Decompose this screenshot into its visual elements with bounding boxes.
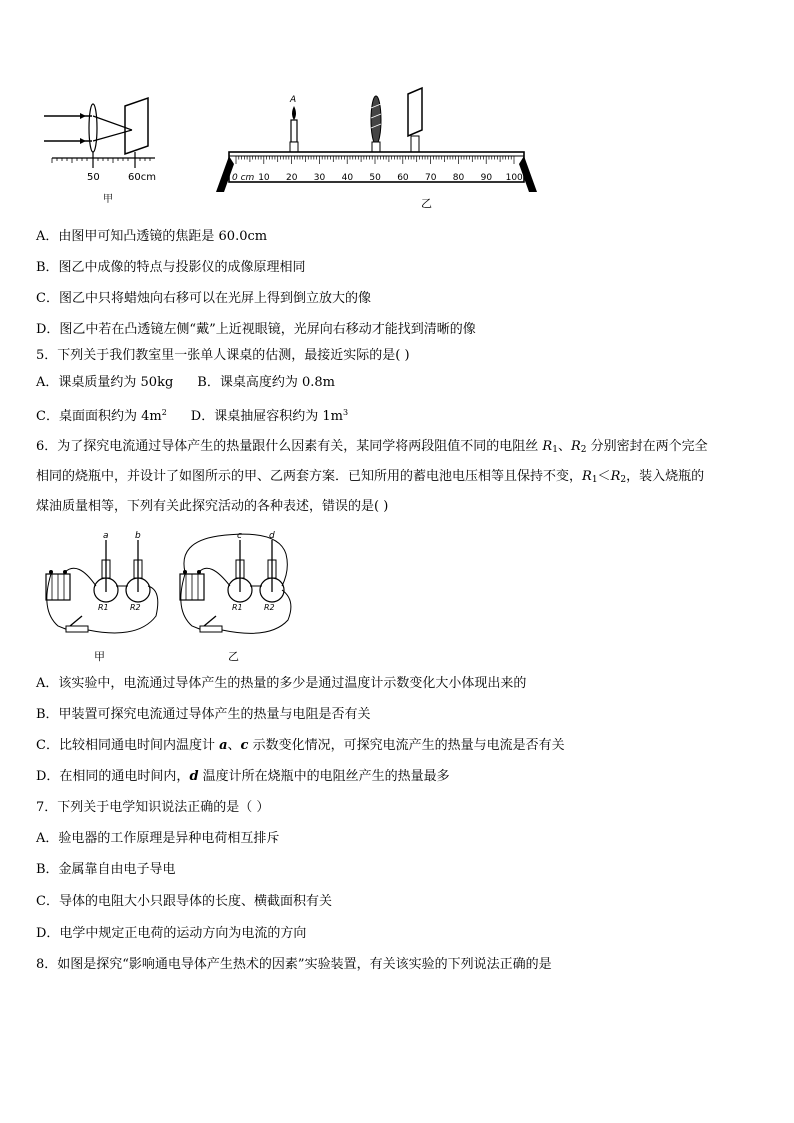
q4-option-c: C．图乙中只将蜡烛向右移可以在光屏上得到倒立放大的像: [36, 291, 371, 306]
circuit-caption-yi: 乙: [228, 650, 239, 663]
circuit-yi: [180, 531, 291, 663]
thermo-c-label: c: [237, 531, 242, 541]
bench-tick-label: 50: [369, 173, 381, 183]
r2-label-yi: R2: [264, 603, 275, 612]
q6-option-a: A．该实验中，电流通过导体产生的热量的多少是通过温度计示数变化大小体现出来的: [36, 676, 527, 691]
q6-option-d: D．在相同的通电时间内，d 温度计所在烧瓶中的电阻丝产生的热量最多: [36, 769, 450, 784]
jia-label-60: 60cm: [128, 172, 156, 183]
q8-stem: 8．如图是探究“影响通电导体产生热术的因素”实验装置，有关该实验的下列说法正确的是: [36, 957, 552, 972]
q6-stem-line3: 煤油质量相等，下列有关此探究活动的各种表述，错误的是( ): [36, 499, 389, 514]
jia-caption: 甲: [103, 194, 113, 205]
q4-option-a: A．由图甲可知凸透镜的焦距是 60.0cm: [36, 229, 268, 244]
candle-label: A: [290, 95, 297, 105]
thermo-b-label: b: [135, 531, 141, 541]
q5-stem: 5．下列关于我们教室里一张单人课桌的估测，最接近实际的是( ): [36, 348, 410, 363]
yi-caption: 乙: [421, 197, 432, 210]
q6-option-c: C．比较相同通电时间内温度计 a、c 示数变化情况，可探究电流产生的热量与电流是否有关: [36, 738, 565, 753]
q6-option-b: B．甲装置可探究电流通过导体产生的热量与电阻是否有关: [36, 707, 371, 722]
q5-options-cd: [36, 405, 348, 425]
r2-label-jia: R2: [130, 603, 141, 612]
circuit-jia: [46, 531, 158, 663]
q7-option-d: D．电学中规定正电荷的运动方向为电流的方向: [36, 926, 307, 941]
q5-option-a: A．课桌质量约为 50kg: [36, 375, 174, 390]
figure-lens-jia: [40, 96, 170, 206]
bench-tick-label: 70: [425, 173, 437, 183]
q5-option-b: B．课桌高度约为 0.8m: [197, 375, 335, 390]
thermo-a-label: a: [103, 531, 109, 541]
bench-tick-label: 100: [505, 173, 523, 183]
bench-tick-label: 10: [258, 173, 270, 183]
q6-stem-line2: 相同的烧瓶中，并设计了如图所示的甲、乙两套方案．已知所用的蓄电池电压相等且保持不变，$R_1<R_2$，装入烧瓶的: [36, 469, 705, 485]
bench-tick-label: 30: [313, 173, 326, 183]
q7-option-b: B．金属靠自由电子导电: [36, 862, 176, 877]
q7-stem: 7．下列关于电学知识说法正确的是（ ）: [36, 800, 270, 815]
bench-tick-label: 40: [341, 173, 354, 183]
q5-option-c: C．桌面面积约为 $4m^2$: [36, 408, 167, 424]
circuit-caption-jia: 甲: [94, 650, 105, 663]
r1-label-yi: R1: [232, 603, 243, 612]
q5-option-d: D．课桌抽屉容积约为 $1m^3$: [190, 408, 349, 424]
q7-option-c: C．导体的电阻大小只跟导体的长度、横截面积有关: [36, 894, 332, 909]
jia-label-50: 50: [87, 172, 100, 183]
figure-circuits: [38, 530, 308, 666]
bench-tick-label: 20: [286, 173, 298, 183]
figure-optical-bench-yi: [214, 84, 544, 214]
bench-tick-label: 90: [480, 173, 493, 183]
bench-unit: 0 cm: [232, 173, 255, 183]
q4-option-d: D．图乙中若在凸透镜左侧“戴”上近视眼镜，光屏向右移动才能找到清晰的像: [36, 322, 476, 337]
q5-options-ab: [36, 375, 335, 391]
bench-tick-label: 80: [452, 173, 465, 183]
q6-stem-line1: 6．为了探究电流通过导体产生的热量跟什么因素有关，某同学将两段阻值不同的电阻丝 $R_1$、$R_2$ 分别密封在两个完全: [36, 439, 708, 455]
q7-option-a: A．验电器的工作原理是异种电荷相互排斥: [36, 831, 280, 846]
q4-option-b: B．图乙中成像的特点与投影仪的成像原理相同: [36, 260, 306, 275]
thermo-d-label: d: [269, 531, 275, 541]
r1-label-jia: R1: [98, 603, 109, 612]
bench-tick-label: 60: [397, 173, 409, 183]
